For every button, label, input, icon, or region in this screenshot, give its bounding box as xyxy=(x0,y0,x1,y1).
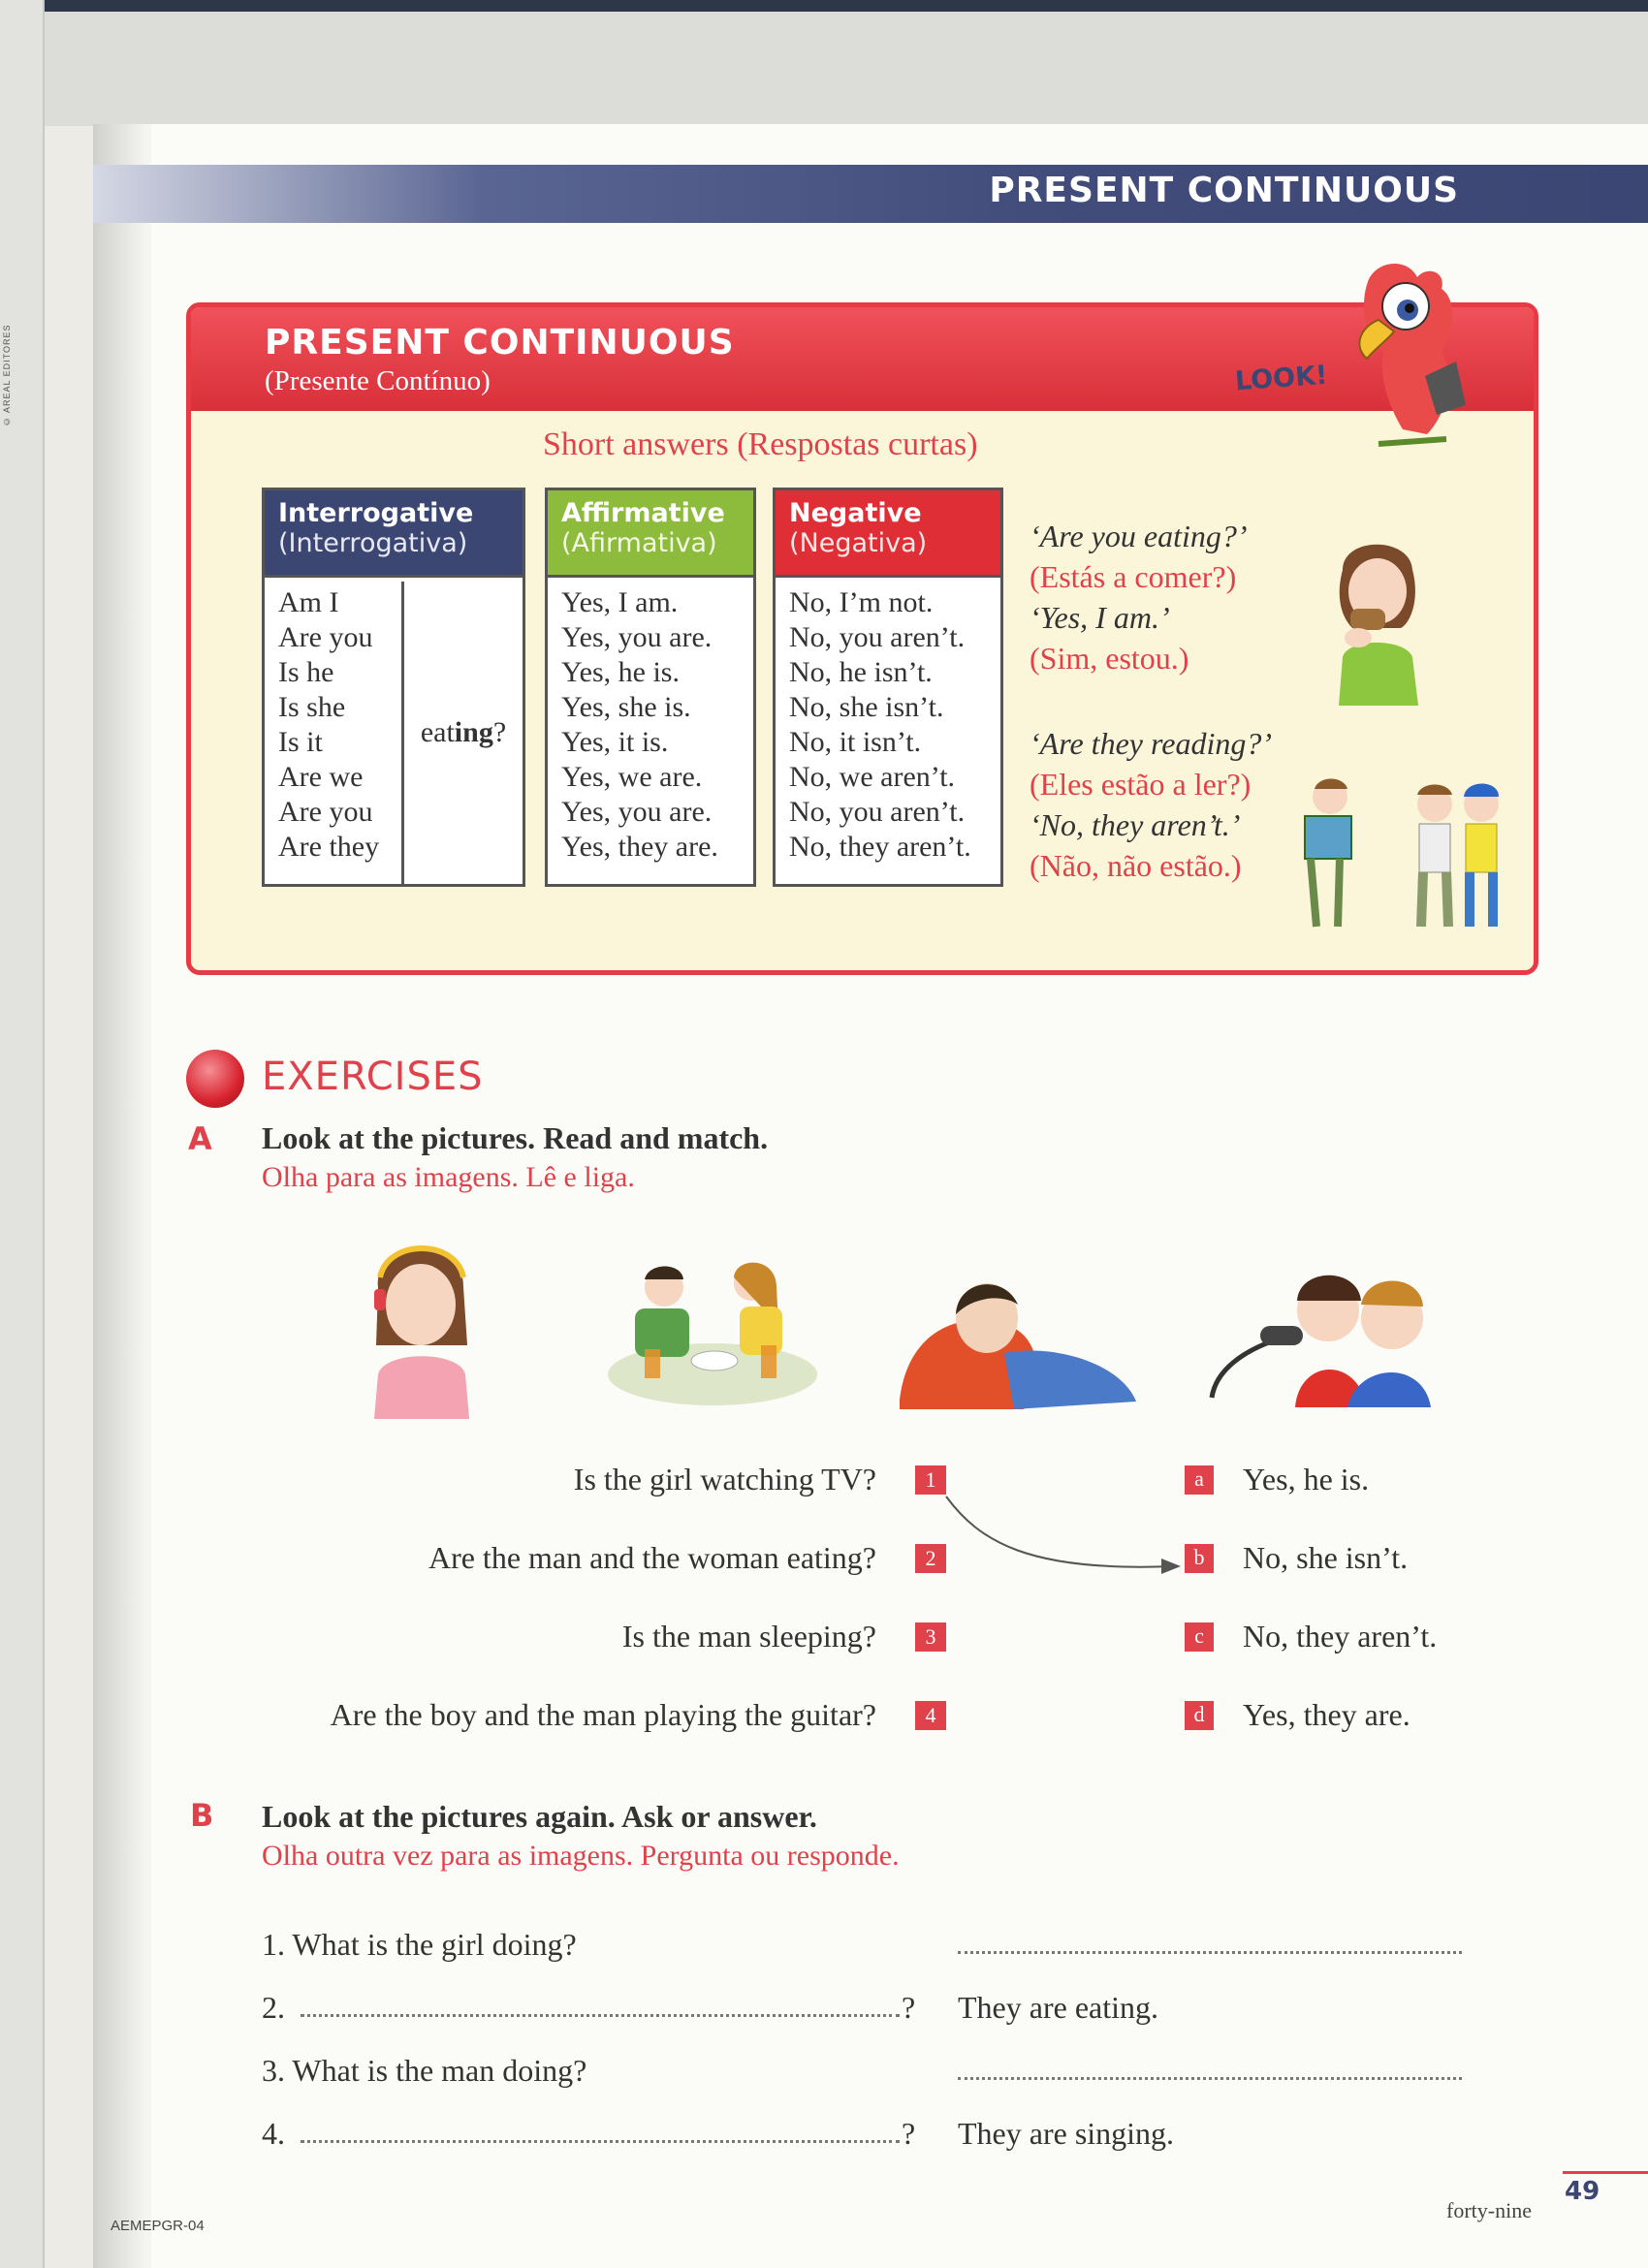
girl-listening-music-illustration xyxy=(359,1229,485,1419)
exercises-bullet-icon xyxy=(186,1050,244,1108)
verb-ending: ing xyxy=(454,716,493,748)
negative-heading: Negative xyxy=(789,498,922,528)
grammar-box-title: PRESENT CONTINUOUS xyxy=(265,323,735,362)
question-3-number[interactable]: 3 xyxy=(915,1622,946,1652)
verb-stem: eat xyxy=(420,716,455,748)
verb-question-mark: ? xyxy=(492,716,507,748)
exercise-b-item-3 xyxy=(262,2053,586,2089)
interrogative-heading: Interrogative xyxy=(278,498,474,528)
answer-d-text: Yes, they are. xyxy=(1243,1697,1410,1732)
short-answers-title: Short answers (Respostas curtas) xyxy=(543,426,978,462)
example-question-pt: (Estás a comer?) xyxy=(1030,559,1237,594)
example-reading xyxy=(1030,723,1272,886)
table-row: Is he xyxy=(278,656,334,688)
question-blank-4[interactable] xyxy=(301,2140,900,2143)
answer-a-letter[interactable]: a xyxy=(1185,1465,1214,1495)
table-row: No, they aren’t. xyxy=(789,831,971,863)
affirmative-header xyxy=(548,490,753,578)
example-answer-pt: (Sim, estou.) xyxy=(1030,641,1189,676)
table-row: No, we aren’t. xyxy=(789,761,956,793)
item-2-answer: They are eating. xyxy=(958,1990,1158,2025)
scan-top-area xyxy=(0,0,1648,126)
table-row: No, he isn’t. xyxy=(789,656,933,688)
exercise-b-item-1 xyxy=(262,1927,577,1963)
answer-blank-3[interactable] xyxy=(958,2077,1462,2080)
question-4-number[interactable]: 4 xyxy=(915,1701,946,1730)
exercise-b-item-2 xyxy=(262,1990,285,2026)
negative-table xyxy=(773,488,1003,887)
question-1-text: Is the girl watching TV? xyxy=(573,1462,876,1496)
question-mark: ? xyxy=(902,1990,916,2025)
example-eating xyxy=(1030,516,1248,678)
publisher-credit: © AREAL EDITORES xyxy=(2,324,12,426)
answer-c-letter[interactable]: c xyxy=(1185,1622,1214,1652)
affirmative-table xyxy=(545,488,756,887)
children-reading-illustration xyxy=(1299,775,1522,930)
table-row: Are we xyxy=(278,761,364,793)
look-badge: LOOK! xyxy=(1234,360,1329,397)
section-b-instruction: Look at the pictures again. Ask or answer. xyxy=(262,1799,817,1834)
answer-d-letter[interactable]: d xyxy=(1185,1701,1214,1730)
table-row: Yes, she is. xyxy=(561,691,691,723)
grammar-box-subtitle: (Presente Contínuo) xyxy=(265,365,491,396)
example-answer-pt: (Não, não estão.) xyxy=(1030,848,1242,883)
table-row: Is it xyxy=(278,726,323,758)
table-row: No, you aren’t. xyxy=(789,796,966,828)
affirmative-heading: Affirmative xyxy=(561,498,725,528)
question-4-text: Are the boy and the man playing the guitar? xyxy=(330,1697,876,1732)
answer-c-text: No, they aren’t. xyxy=(1243,1619,1438,1654)
example-question: ‘Are you eating?’ xyxy=(1030,519,1248,553)
table-row: Yes, he is. xyxy=(561,656,680,688)
item-number: 1. xyxy=(262,1927,285,1962)
table-row: Yes, they are. xyxy=(561,831,718,863)
example-answer: ‘Yes, I am.’ xyxy=(1030,600,1170,635)
table-row: Yes, it is. xyxy=(561,726,669,758)
previous-page-edge xyxy=(0,0,45,2268)
table-row: Yes, we are. xyxy=(561,761,703,793)
table-row: No, you aren’t. xyxy=(789,621,966,653)
couple-eating-illustration xyxy=(606,1248,829,1409)
answer-b-letter[interactable]: b xyxy=(1185,1544,1214,1573)
section-a-instruction-pt: Olha para as imagens. Lê e liga. xyxy=(262,1161,635,1193)
question-1-number[interactable]: 1 xyxy=(915,1465,946,1495)
example-answer: ‘No, they aren’t.’ xyxy=(1030,807,1241,842)
interrogative-verb xyxy=(404,582,523,884)
answer-b-text: No, she isn’t. xyxy=(1243,1540,1409,1575)
boys-singing-illustration xyxy=(1202,1262,1474,1407)
table-row: Are you xyxy=(278,796,373,828)
item-number: 3. xyxy=(262,2053,285,2088)
item-number: 2. xyxy=(262,1990,285,2025)
answer-a-text: Yes, he is. xyxy=(1243,1462,1370,1496)
page-header-title: PRESENT CONTINUOUS xyxy=(989,171,1459,210)
negative-heading-pt: (Negativa) xyxy=(789,528,928,558)
question-blank-2[interactable] xyxy=(301,2014,900,2017)
interrogative-header xyxy=(265,490,523,578)
interrogative-table xyxy=(262,488,525,887)
example-question-pt: (Eles estão a ler?) xyxy=(1030,767,1252,802)
section-b-instruction-pt: Olha outra vez para as imagens. Pergunta ou responde. xyxy=(262,1840,900,1872)
question-2-number[interactable]: 2 xyxy=(915,1544,946,1573)
exercises-heading: EXERCISES xyxy=(262,1055,484,1099)
table-row: Yes, I am. xyxy=(561,586,679,618)
section-a-instruction: Look at the pictures. Read and match. xyxy=(262,1120,769,1155)
negative-header xyxy=(776,490,1000,578)
example-question: ‘Are they reading?’ xyxy=(1030,726,1272,761)
table-row: No, it isn’t. xyxy=(789,726,922,758)
answer-blank-1[interactable] xyxy=(958,1951,1462,1954)
question-2-text: Are the man and the woman eating? xyxy=(428,1540,876,1575)
parrot-mascot-illustration xyxy=(1311,260,1475,463)
page-number: 49 xyxy=(1565,2177,1600,2206)
table-row: Yes, you are. xyxy=(561,621,713,653)
section-a-letter: A xyxy=(188,1120,212,1157)
page-number-rule xyxy=(1563,2171,1648,2174)
item-4-answer: They are singing. xyxy=(958,2116,1175,2151)
table-row: Yes, you are. xyxy=(561,796,713,828)
scan-top-band xyxy=(0,0,1648,12)
table-row: Are you xyxy=(278,621,373,653)
item-number: 4. xyxy=(262,2116,285,2151)
affirmative-heading-pt: (Afirmativa) xyxy=(561,528,717,558)
question-mark: ? xyxy=(902,2116,916,2151)
man-sleeping-illustration xyxy=(898,1276,1140,1411)
table-row: Are they xyxy=(278,831,380,863)
page-number-words: forty-nine xyxy=(1446,2198,1532,2222)
table-row: No, she isn’t. xyxy=(789,691,944,723)
item-question: What is the girl doing? xyxy=(292,1927,577,1962)
section-b-letter: B xyxy=(190,1797,214,1834)
girl-eating-illustration xyxy=(1304,531,1449,706)
page-spine-shadow xyxy=(93,124,151,2268)
book-code: AEMEPGR-04 xyxy=(111,2218,205,2234)
item-question: What is the man doing? xyxy=(292,2053,587,2088)
question-3-text: Is the man sleeping? xyxy=(621,1619,876,1654)
interrogative-heading-pt: (Interrogativa) xyxy=(278,528,468,558)
match-arrow-example xyxy=(940,1483,1194,1580)
table-row: No, I’m not. xyxy=(789,586,934,618)
interrogative-subjects xyxy=(265,582,404,884)
table-row: Is she xyxy=(278,691,346,723)
table-row: Am I xyxy=(278,586,339,618)
exercise-b-item-4 xyxy=(262,2116,285,2152)
